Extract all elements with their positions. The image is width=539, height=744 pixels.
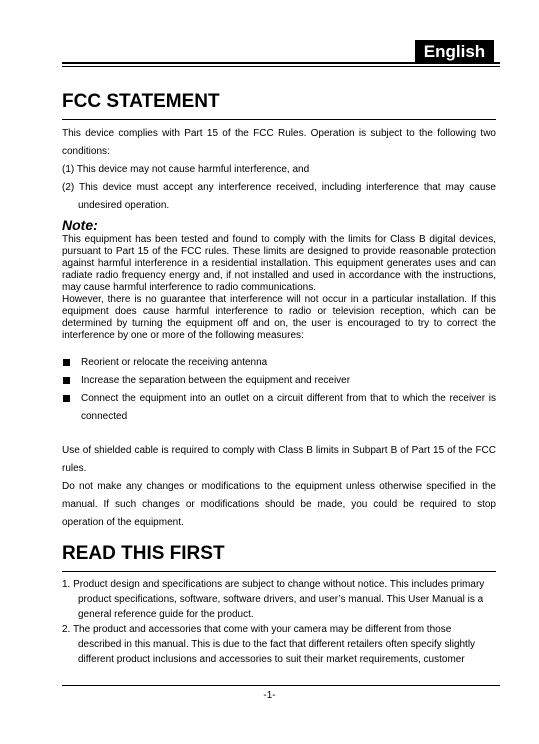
square-bullet-icon: [63, 377, 70, 384]
note-heading: Note:: [62, 217, 98, 233]
page-content: [62, 90, 496, 667]
list-item: [62, 354, 496, 372]
note-paragraph-2: However, there is no guarantee that interference will not occur in a particular installation. If this equipment does cause harmful interference to radio or television reception, which can be determined by turning the equipment off and on, the user is encouraged to try to correct the interference by one or more of the following measures:: [62, 294, 496, 341]
language-badge: English: [415, 40, 494, 63]
measures-list: [62, 354, 496, 426]
title-underline: [62, 119, 496, 120]
shielded-cable-paragraph: Use of shielded cable is required to comply with Class B limits in Subpart B of Part 15 of the FCC rules.: [62, 445, 496, 474]
modifications-paragraph: Do not make any changes or modifications to the equipment unless otherwise specified in the manual. If such changes or modifications should be made, you could be required to stop operation of the equipment.: [62, 481, 496, 528]
header-rule-thin: [62, 66, 500, 67]
fcc-statement-title: FCC STATEMENT: [62, 91, 220, 112]
title-underline: [62, 571, 496, 572]
header-rule: [62, 62, 500, 64]
fcc-intro-paragraph: This device complies with Part 15 of the FCC Rules. Operation is subject to the following two conditions:: [62, 128, 496, 157]
square-bullet-icon: [63, 359, 70, 366]
list-item: [62, 390, 496, 426]
read-first-list: [62, 577, 496, 667]
note-paragraph-1: This equipment has been tested and found to comply with the limits for Class B digital devices, pursuant to Part 15 of the FCC rules. These limits are designed to provide reasonable protection against harmful interference in a residential installation. This equipment generates uses and can radiate radio frequency energy and, if not installed and used in accordance with the instructions, may cause harmful interference to radio communications.: [62, 234, 496, 293]
measure-text: Connect the equipment into an outlet on a circuit different from that to which the receiver is connected: [81, 393, 496, 422]
read-this-first-title: READ THIS FIRST: [62, 543, 225, 564]
footer-rule: [62, 685, 500, 686]
list-item: 2. The product and accessories that come with your camera may be different from those described in this manual. This is due to the fact that different retailers often specify slightly different product inclusions and accessories to suit their market requirements, customer: [62, 624, 476, 665]
fcc-condition-1: (1) This device may not cause harmful interference, and: [62, 164, 310, 175]
measure-text: Increase the separation between the equipment and receiver: [81, 375, 351, 386]
square-bullet-icon: [63, 395, 70, 402]
list-item: 1. Product design and specifications are subject to change without notice. This includes primary product specifications, software, software drivers, and user’s manual. This User Manual is a general reference guide for the product.: [62, 579, 485, 620]
fcc-condition-2: (2) This device must accept any interference received, including interference that may cause undesired operation.: [62, 182, 496, 211]
measure-text: Reorient or relocate the receiving antenna: [81, 357, 268, 368]
page-number: -1-: [263, 690, 276, 701]
list-item: [62, 372, 496, 390]
